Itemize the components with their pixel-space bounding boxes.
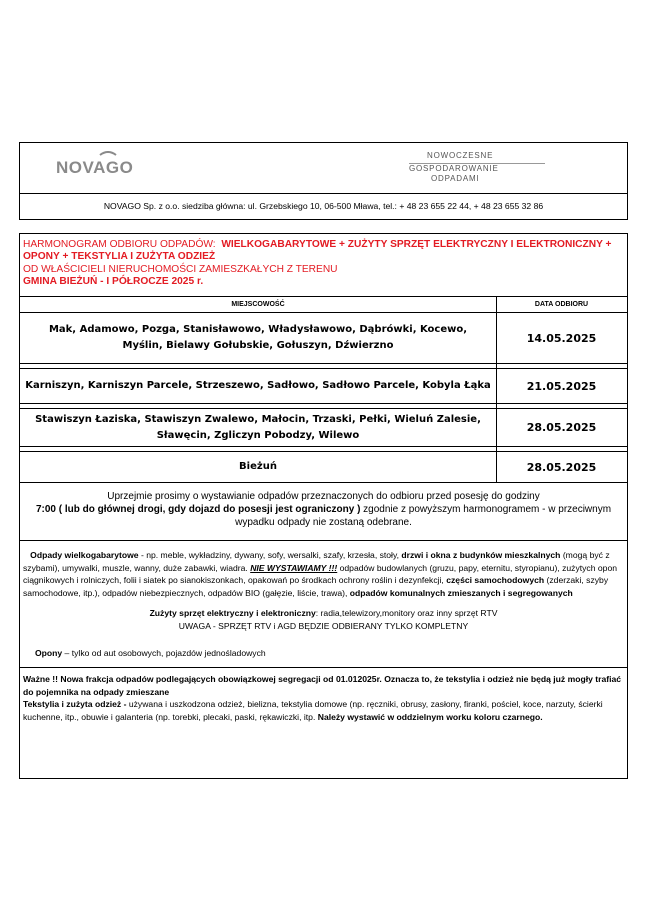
bulky-text: (mogą być z szybami), umywalki, muszle, wanny, duże zabawki, wiadra. bbox=[23, 550, 610, 573]
tagline-line-1: NOWOCZESNE bbox=[427, 151, 494, 160]
novago-logo bbox=[56, 151, 152, 183]
company-address: NOVAGO Sp. z o.o. siedziba główna: ul. Grzebskiego 10, 06-500 Mława, tel.: + 48 23 655 22 44, + 48 23 655 32 86 bbox=[103, 201, 544, 211]
textile-text: używana i uszkodzona odzież, bielizna, tekstylia domowe (np. ręczniki, obrusy, zasłony, firanki, pościel, koce, narzuty, ścierki kuchenne, itp., obuwie i galanteria (np. torebki, plecaki, paski, rękawiczki, itp. bbox=[23, 699, 603, 722]
bulky-label: Odpady wielkogabarytowe bbox=[30, 550, 139, 560]
row-locations: Bieżuń bbox=[239, 461, 277, 472]
tires-paragraph bbox=[23, 647, 624, 660]
header-top bbox=[20, 143, 627, 194]
schedule-title bbox=[23, 239, 621, 288]
column-header-date: DATA ODBIORU bbox=[534, 301, 589, 308]
table-row bbox=[20, 313, 627, 363]
municipal-waste: odpadów komunalnych zmieszanych i segregowanych bbox=[349, 587, 573, 598]
electro-warning: UWAGA - SPRZĘT RTV i AGD BĘDZIE ODBIERANY TYLKO KOMPLETNY bbox=[178, 620, 469, 631]
notice-part1: Uprzejmie prosimy o wystawianie odpadów przeznaczonych do odbioru przed posesję do godziny bbox=[107, 491, 540, 502]
electro-paragraph bbox=[23, 607, 624, 632]
car-parts: części samochodowych bbox=[446, 575, 545, 586]
row-locations: Karniszyn, Karniszyn Parcele, Strzeszewo, Sadłowo, Sadłowo Parcele, Kobyla Łąka bbox=[25, 380, 491, 391]
important-paragraph: Ważne !! Nowa frakcja odpadów podlegających obowiązkowej segregacji od 01.012025r. Oznacza to, że tekstylia i odzież nie będą już mogły trafiać do pojemnika na odpady zmieszane bbox=[23, 674, 622, 697]
bulky-text: odpadów budowlanych (gruzu, papy, eternitu, styropianu), zużytych opon ciągnikowych i rolniczych, folii i siatek po sianokiszonkach, opakowań po środkach ochrony roślin i dezynfekcji, bbox=[23, 562, 618, 586]
not-accepted-label: NIE WYSTAWIAMY !!! bbox=[250, 562, 338, 573]
row-date: 28.05.2025 bbox=[526, 460, 597, 474]
tires-text: – tylko od aut osobowych, pojazdów jednośladowych bbox=[62, 647, 266, 658]
table-row bbox=[20, 369, 627, 403]
tires-label: Opony bbox=[34, 647, 63, 658]
waste-description bbox=[23, 549, 624, 724]
column-header-location: MIEJSCOWOŚĆ bbox=[231, 301, 285, 308]
notice-bold: 7:00 ( lub do głównej drogi, gdy dojazd do posesji jest ograniczony ) bbox=[35, 504, 361, 515]
title-line4: GMINA BIEŻUŃ - I PÓŁROCZE 2025 r. bbox=[23, 275, 204, 287]
title-lead: HARMONOGRAM ODBIORU ODPADÓW: bbox=[23, 239, 216, 250]
textile-paragraph bbox=[23, 698, 624, 723]
bulky-paragraph bbox=[23, 549, 624, 599]
row-date: 28.05.2025 bbox=[526, 421, 597, 434]
notice-part2: zgodnie z powyższym harmonogramem - w przeciwnym wypadku odpady nie zostaną odebrane. bbox=[235, 504, 612, 528]
textile-instruction: Należy wystawić w oddzielnym worku koloru czarnego. bbox=[317, 711, 543, 722]
textile-label: Tekstylia i zużyta odzież - bbox=[23, 699, 127, 710]
row-locations: Stawiszyn Łaziska, Stawiszyn Zwalewo, Małocin, Trzaski, Pełki, Wieluń Zalesie, Sławęcin, Zgliczyn Pobodzy, Wilewo bbox=[35, 413, 481, 441]
row-locations: Mak, Adamowo, Pozga, Stanisławowo, Władysławowo, Dąbrówki, Kocewo, Myślin, Bielawy Gołubskie, Gołuszyn, Dźwierzno bbox=[48, 324, 468, 351]
table-row bbox=[20, 452, 627, 482]
novago-logo-graphic bbox=[56, 151, 152, 183]
schedule-box bbox=[19, 233, 628, 779]
notice-text bbox=[20, 490, 627, 529]
tagline-line-2: GOSPODAROWANIE bbox=[409, 164, 499, 173]
row-date: 14.05.2025 bbox=[526, 331, 597, 345]
title-bold: WIELKOGABARYTOWE + ZUŻYTY SPRZĘT ELEKTRYCZNY I ELEKTRONICZNY + OPONY + TEKSTYLIA I ZUŻYTA ODZIEŻ bbox=[23, 239, 612, 263]
table-row bbox=[20, 409, 627, 446]
logo-text: NOVAGO bbox=[56, 158, 134, 177]
title-line3: OD WŁAŚCICIELI NIERUCHOMOŚCI ZAMIESZKAŁYCH Z TERENU bbox=[23, 263, 338, 275]
bulky-doors: drzwi i okna z budynków mieszkalnych bbox=[401, 550, 561, 560]
tagline-line-3: ODPADAMI bbox=[431, 174, 480, 183]
bulky-text: - np. meble, wykładziny, dywany, sofy, wersalki, szafy, krzesła, stoły, bbox=[138, 550, 402, 560]
header-box bbox=[19, 142, 628, 220]
electro-text: : radia,telewizory,monitory oraz inny sprzęt RTV bbox=[315, 608, 498, 619]
tagline bbox=[409, 151, 545, 184]
row-date: 21.05.2025 bbox=[526, 379, 597, 393]
bulky-text: (zderzaki, szyby samochodowe, itp.), odpadów niebezpiecznych, odpadów BIO (gałęzie, liście, trawa), bbox=[23, 575, 609, 598]
electro-label: Zużyty sprzęt elektryczny i elektroniczny bbox=[149, 608, 316, 619]
